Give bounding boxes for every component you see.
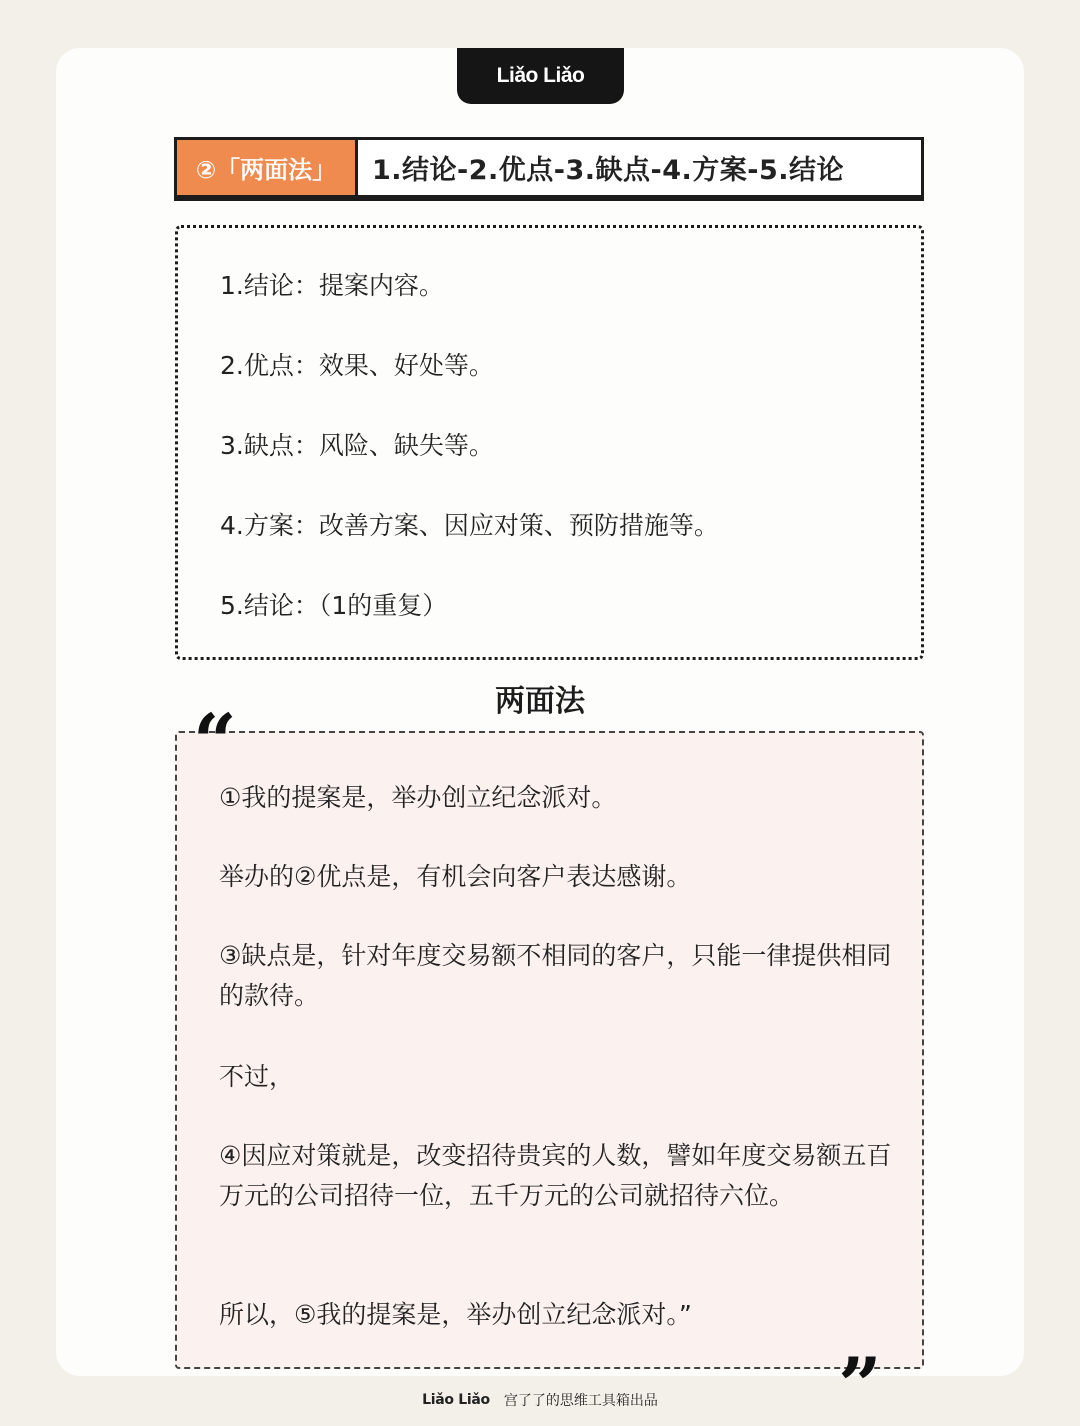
- method-tag: ②「两面法」: [177, 140, 358, 195]
- example-paragraph: 举办的②优点是，有机会向客户表达感谢。: [219, 862, 692, 891]
- step-item: 5.结论：（1的重复）: [220, 591, 448, 620]
- example-paragraph: 不过，: [219, 1062, 295, 1091]
- example-paragraph: ④因应对策就是，改变招待贵宾的人数，譬如年度交易额五百万元的公司招待一位，五千万元的公司就招待六位。: [219, 1141, 892, 1210]
- example-paragraph: 所以，⑤我的提案是，举办创立纪念派对。”: [219, 1300, 692, 1329]
- steps-list: [175, 225, 924, 660]
- brand-logo: Liǎo Liǎo: [457, 48, 624, 104]
- close-quote-icon: ”: [838, 1341, 882, 1426]
- open-quote-icon: “: [193, 697, 237, 786]
- example-paragraph: ③缺点是，针对年度交易额不相同的客户，只能一律提供相同的款待。: [219, 941, 892, 1010]
- step-item: 1.结论：提案内容。: [220, 271, 444, 300]
- footer-text: 宫了了的思维工具箱出品: [503, 1393, 658, 1409]
- example-box: [175, 731, 924, 1369]
- example-paragraph: ①我的提案是，举办创立纪念派对。: [219, 783, 617, 812]
- step-item: 4.方案：改善方案、因应对策、预防措施等。: [220, 511, 719, 540]
- method-header: [174, 137, 924, 198]
- step-item: 3.缺点：风险、缺失等。: [220, 431, 494, 460]
- method-steps-title: 1.结论-2.优点-3.缺点-4.方案-5.结论: [372, 155, 845, 186]
- section-title: 两面法: [495, 684, 585, 719]
- footer-logo: Liǎo Liǎo: [422, 1392, 490, 1408]
- step-item: 2.优点：效果、好处等。: [220, 351, 494, 380]
- footer: [0, 1390, 1080, 1410]
